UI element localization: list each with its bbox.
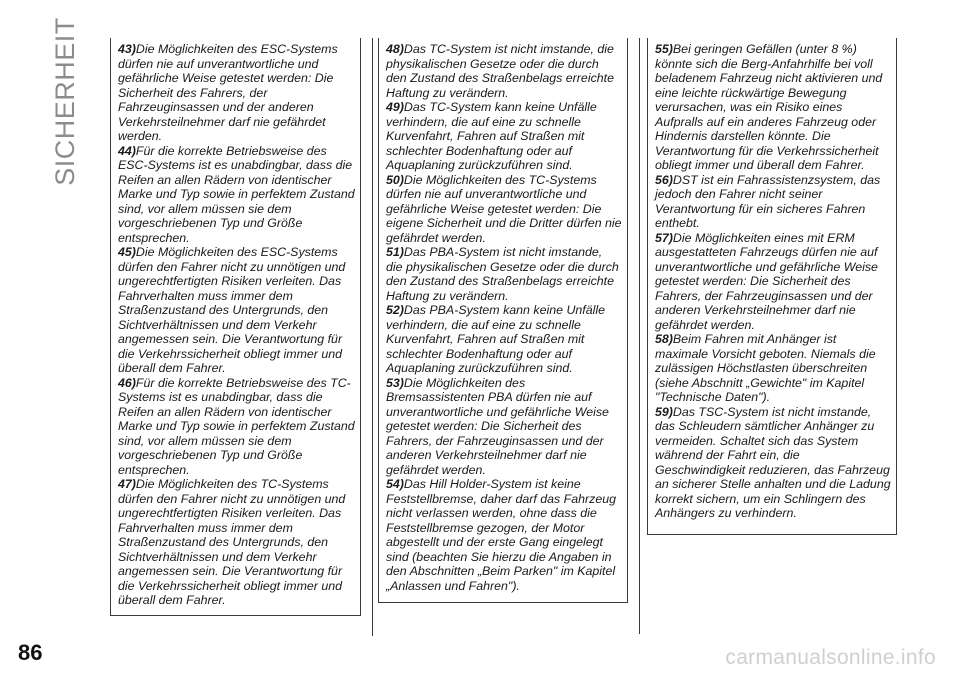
note-52 (386, 303, 622, 376)
notes-column-3 (647, 38, 897, 535)
column-divider (639, 38, 640, 634)
note-57 (655, 231, 891, 333)
note-number: 56) (655, 172, 673, 187)
note-number: 54) (386, 477, 404, 491)
note-51 (386, 245, 622, 303)
note-text: Das TSC-System ist nicht imstande, das Schleudern sämtlicher Anhänger zu vermeiden. Schaltet sich das System während der Fahrt ein, die Geschwindigkeit reduzieren, das Fahrzeug an sicherer Stelle anhalten und die Ladung korrekt sichern, um ein Schlingern des Anhängers zu verhindern. (655, 404, 891, 520)
note-number: 59) (655, 404, 673, 419)
note-number: 48) (386, 42, 404, 56)
note-number: 58) (655, 332, 673, 346)
note-58 (655, 332, 891, 405)
note-number: 43) (118, 42, 136, 56)
note-49 (386, 100, 622, 173)
note-number: 49) (386, 100, 404, 114)
note-text: Für die korrekte Betriebsweise des TC-Systems ist es unabdingbar, dass die Reifen an allen Rädern von identischer Marke und Typ sowie in perfektem Zustand sind, vor allem müssen sie dem vorgeschriebenen Typ und Größe entsprechen. (118, 375, 355, 477)
note-text: Die Möglichkeiten eines mit ERM ausgestatteten Fahrzeugs dürfen nie auf unverantwortliche und gefährliche Weise getestet werden: Die Sicherheit des Fahrers, der Fahrzeuginsassen und der anderen Verkehrsteilnehmer darf nie gefährdet werden. (655, 230, 878, 332)
note-44 (118, 144, 355, 246)
note-text: Die Möglichkeiten des Bremsassistenten PBA dürfen nie auf unverantwortliche und gefährliche Weise getestet werden: Die Sicherheit des Fahrers, der Fahrzeuginsassen und der anderen Verkehrsteilnehmer darf nie gefährdet werden. (386, 375, 609, 477)
note-number: 50) (386, 172, 404, 187)
note-number: 55) (655, 42, 673, 56)
notes-column-2 (378, 38, 628, 603)
note-54 (386, 477, 622, 593)
watermark: carmanualsonline.info (725, 646, 936, 669)
section-title-text: SICHERHEIT (49, 16, 80, 186)
note-text: DST ist ein Fahrassistenzsystem, das jedoch den Fahrer nicht seiner Verantwortung für ein sicheres Fahren enthebt. (655, 172, 881, 230)
note-59 (655, 405, 891, 521)
note-number: 53) (386, 375, 404, 390)
note-number: 57) (655, 230, 673, 245)
page-number: 86 (18, 640, 43, 665)
note-46 (118, 376, 355, 478)
note-number: 52) (386, 303, 404, 317)
note-text: Die Möglichkeiten des TC-Systems dürfen nie auf unverantwortliche und gefährliche Weise getestet werden: Die eigene Sicherheit und die Dritter dürfen nie gefährdet werden. (386, 172, 622, 245)
note-text: Das PBA-System ist nicht imstande, die physikalischen Gesetze oder die durch den Zustand des Straßenbelags erreichte Haftung zu verändern. (386, 245, 619, 303)
note-text: Das TC-System ist nicht imstande, die physikalischen Gesetze oder die durch den Zustand des Straßenbelags erreichte Haftung zu verändern. (386, 42, 614, 100)
note-text: Das TC-System kann keine Unfälle verhindern, die auf eine zu schnelle Kurvenfahrt, Fahren auf Straßen mit schlechter Bodenhaftung oder auf Aquaplaning zurückzuführen sind. (386, 100, 597, 172)
note-text: Das Hill Holder-System ist keine Feststellbremse, daher darf das Fahrzeug nicht verlassen werden, ohne dass die Feststellbremse gezogen, der Motor abgestellt und der erste Gang eingelegt sind (beachten Sie hierzu die Angaben in den Abschnitten „Beim Parken" im Kapitel „Anlassen und Fahren"). (386, 477, 617, 593)
note-number: 51) (386, 245, 404, 259)
note-45 (118, 245, 355, 376)
section-title (49, 16, 80, 186)
note-number: 44) (118, 143, 136, 158)
note-55 (655, 42, 891, 173)
note-number: 47) (118, 477, 136, 491)
note-text: Die Möglichkeiten des ESC-Systems dürfen nie auf unverantwortliche und gefährliche Weise getestet werden: Die Sicherheit des Fahrers, der Fahrzeuginsassen und der anderen Verkehrsteilnehmer darf nie gefährdet werden. (118, 42, 338, 143)
note-text: Für die korrekte Betriebsweise des ESC-Systems ist es unabdingbar, dass die Reifen an allen Rädern von identischer Marke und Typ sowie in perfektem Zustand sind, vor allem müssen sie dem vorgeschriebenen Typ und Größe entsprechen. (118, 143, 355, 245)
note-text: Das PBA-System kann keine Unfälle verhindern, die auf eine zu schnelle Kurvenfahrt, Fahren auf Straßen mit schlechter Bodenhaftung oder auf Aquaplaning zurückzuführen sind. (386, 303, 606, 375)
note-text: Die Möglichkeiten des TC-Systems dürfen den Fahrer nicht zu unnötigen und ungerechtfertigten Risiken verleiten. Das Fahrverhalten muss immer dem Straßenzustand des Untergrunds, den Sichtverhältnissen und dem Verkehr angemessen sein. Die Verantwortung für die Verkehrssicherheit obliegt immer und überall dem Fahrer. (118, 477, 346, 607)
note-56 (655, 173, 891, 231)
note-number: 45) (118, 245, 136, 259)
note-53 (386, 376, 622, 478)
note-text: Bei geringen Gefällen (unter 8 %) könnte sich die Berg-Anfahrhilfe bei voll beladenem Fahrzeug nicht aktivieren und eine leichte rückwärtige Bewegung verursachen, was ein Risiko eines Aufpralls auf ein anderes Fahrzeug oder Hindernis darstellen könnte. Die Verantwortung für die Verkehrssicherheit obliegt immer und überall dem Fahrer. (655, 42, 883, 172)
note-48 (386, 42, 622, 100)
note-number: 46) (118, 375, 136, 390)
note-text: Die Möglichkeiten des ESC-Systems dürfen den Fahrer nicht zu unnötigen und ungerechtfertigten Risiken verleiten. Das Fahrverhalten muss immer dem Straßenzustand des Untergrunds, den Sichtverhältnissen und dem Verkehr angemessen sein. Die Verantwortung für die Verkehrssicherheit obliegt immer und überall dem Fahrer. (118, 245, 346, 375)
note-50 (386, 173, 622, 246)
note-43 (118, 42, 355, 144)
note-text: Beim Fahren mit Anhänger ist maximale Vorsicht geboten. Niemals die zulässigen Höchstlasten überschreiten (siehe Abschnitt „Gewichte" im Kapitel "Technische Daten"). (655, 332, 876, 404)
column-divider (372, 38, 373, 636)
note-47 (118, 477, 355, 608)
notes-column-1 (110, 38, 361, 616)
